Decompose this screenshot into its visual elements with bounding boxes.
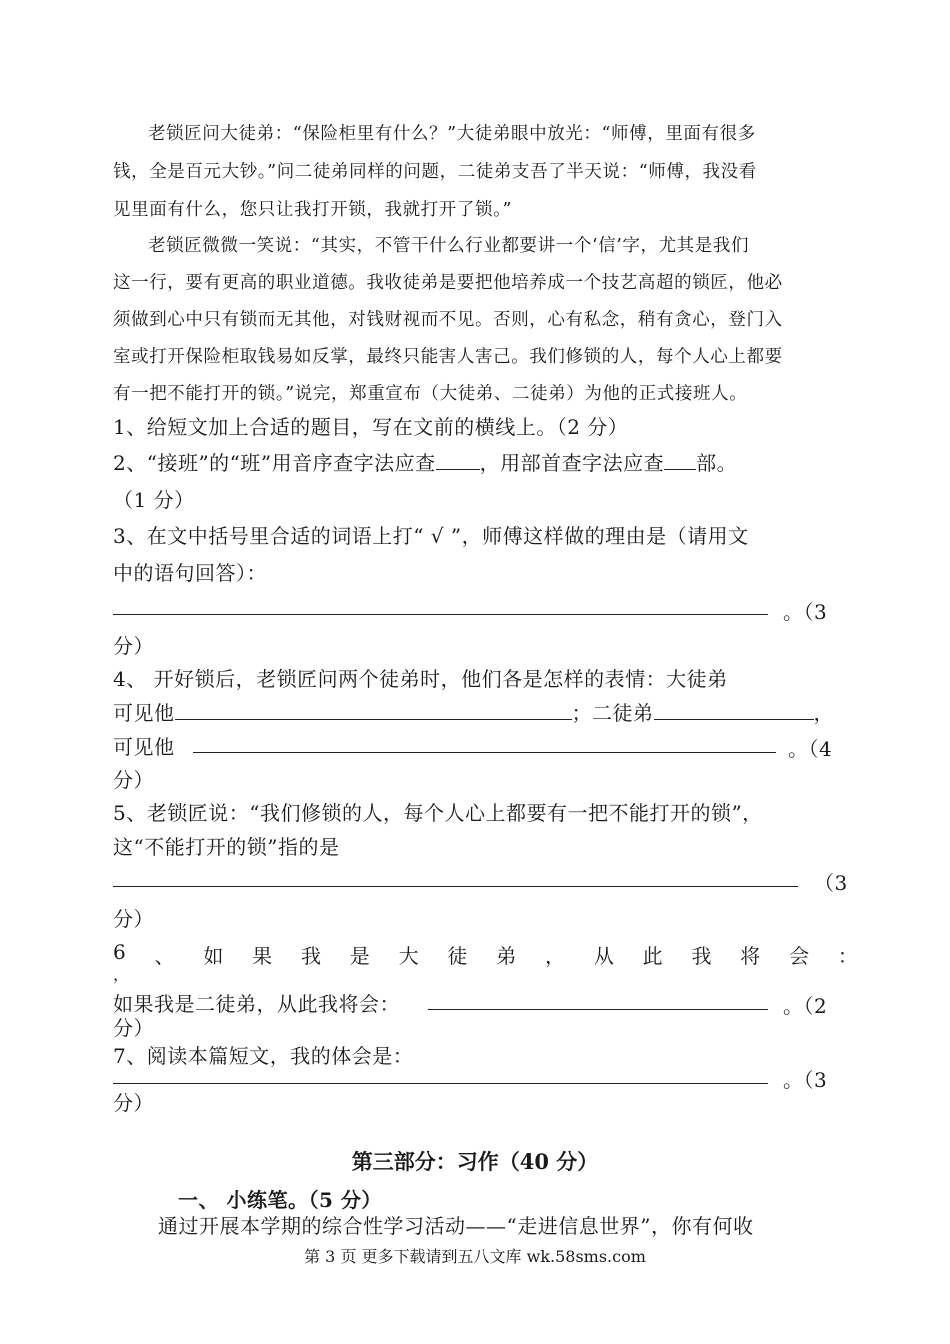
answer-blank-q2-bushou[interactable] xyxy=(664,449,696,470)
question-4-end: 。（4 xyxy=(788,737,833,761)
question-6-char: 6 xyxy=(113,940,126,964)
passage-p2-line2: 这一行，要有更高的职业道德。我收徒弟是要把他培养成一个技艺高超的锁匠，他必 xyxy=(113,273,783,293)
answer-blank-q2-yinxu[interactable] xyxy=(436,449,480,470)
question-2-text-b: ，用部首查字法应查 xyxy=(479,451,665,475)
answer-line-q4[interactable] xyxy=(193,752,776,753)
question-6-char: 弟 xyxy=(496,944,517,968)
section-3-subheading: 一、 小练笔。（5 分） xyxy=(178,1188,382,1212)
passage-p2-line5: 有一把不能打开的锁。”说完，郑重宣布（大徒弟、二徒弟）为他的正式接班人。 xyxy=(113,384,748,404)
answer-line-q3[interactable] xyxy=(113,614,768,615)
passage-p2-line3: 须做到心中只有锁而无其他，对钱财视而不见。否则，心有私念，稍有贪心，登门入 xyxy=(113,310,783,330)
question-6-char: 从 xyxy=(593,944,614,968)
question-6-char: 徒 xyxy=(447,944,468,968)
section-3-intro: 通过开展本学期的综合性学习活动——“走进信息世界”，你有何收 xyxy=(158,1214,754,1238)
question-6-char: 是 xyxy=(349,944,370,968)
passage-p2-line1: 老锁匠微微一笑说：“其实，不管干什么行业都要讲一个‘信’字，尤其是我们 xyxy=(148,236,750,256)
question-3-score: 分） xyxy=(113,634,154,658)
question-6-char: ： xyxy=(837,944,858,968)
question-7-end: 。（3 xyxy=(783,1068,828,1092)
passage-p1-line1: 老锁匠问大徒弟：“保险柜里有什么？”大徒弟眼中放光：“师傅，里面有很多 xyxy=(148,124,756,144)
question-5-score: 分） xyxy=(113,907,154,931)
answer-line-q6[interactable] xyxy=(428,1009,768,1010)
question-4-line3: 可见他 xyxy=(113,735,175,759)
question-4-kejianta-1: 可见他 xyxy=(113,701,175,725)
question-6-line1 xyxy=(113,940,858,969)
question-4-ertudi: ；二徒弟 xyxy=(571,701,654,725)
answer-blank-q4-ertudi[interactable] xyxy=(654,699,814,720)
question-6-line2: 如果我是二徒弟，从此我将会： xyxy=(113,992,400,1016)
question-6-char: 会 xyxy=(789,944,810,968)
question-3-end: 。（3 xyxy=(783,600,828,624)
question-4-comma: ， xyxy=(813,701,834,725)
question-6-char: 果 xyxy=(252,944,273,968)
question-7-line1: 7、阅读本篇短文，我的体会是： xyxy=(113,1044,414,1068)
question-6-char: 将 xyxy=(740,944,761,968)
section-3-title: 第三部分：习作（40 分） xyxy=(351,1149,599,1174)
question-7-score: 分） xyxy=(113,1091,154,1115)
question-6-char: 如 xyxy=(203,944,224,968)
passage-p1-line2: 钱，全是百元大钞。”问二徒弟同样的问题，二徒弟支吾了半天说：“师傅，我没看 xyxy=(113,162,757,182)
passage-p2-line4: 室或打开保险柜取钱易如反掌，最终只能害人害己。我们修锁的人，每个人心上都要 xyxy=(113,347,783,367)
question-6-score: 分） xyxy=(113,1016,154,1040)
question-4-line2 xyxy=(113,697,834,726)
question-6-comma: ， xyxy=(113,965,130,984)
question-3-line1: 3、在文中括号里合适的词语上打“ √ ”，师傅这样做的理由是（请用文 xyxy=(113,524,749,548)
question-2-score: （1 分） xyxy=(113,488,195,512)
question-2-text-c: 部。 xyxy=(696,451,738,475)
question-2 xyxy=(113,447,737,476)
question-4-score: 分） xyxy=(113,768,154,792)
question-1: 1、给短文加上合适的题目，写在文前的横线上。（2 分） xyxy=(113,415,629,439)
question-6-char: 我 xyxy=(691,944,712,968)
question-6-char: ， xyxy=(545,944,566,968)
question-6-char: 、 xyxy=(154,944,175,968)
question-5-end: （3 xyxy=(814,871,848,895)
question-3-line2: 中的语句回答）： xyxy=(113,561,267,585)
answer-blank-q4-datudi[interactable] xyxy=(175,699,572,720)
question-6-char: 此 xyxy=(642,944,663,968)
answer-line-q7[interactable] xyxy=(113,1083,768,1084)
question-5-line2: 这“不能打开的锁”指的是 xyxy=(113,835,340,859)
question-6-end: 。（2 xyxy=(783,994,828,1018)
question-4-line1: 4、 开好锁后，老锁匠问两个徒弟时，他们各是怎样的表情：大徒弟 xyxy=(113,667,728,691)
question-2-text-a: 2、“接班”的“班”用音序查字法应查 xyxy=(113,451,436,475)
question-5-line1: 5、老锁匠说：“我们修锁的人，每个人心上都要有一把不能打开的锁”， xyxy=(113,801,763,825)
passage-p1-line3: 见里面有什么，您只让我打开锁，我就打开了锁。” xyxy=(113,200,512,220)
page-footer: 第 3 页 更多下载请到五八文库 wk.58sms.com xyxy=(304,1247,646,1266)
question-6-char: 我 xyxy=(300,944,321,968)
answer-line-q5[interactable] xyxy=(113,886,798,887)
question-6-char: 大 xyxy=(398,944,419,968)
